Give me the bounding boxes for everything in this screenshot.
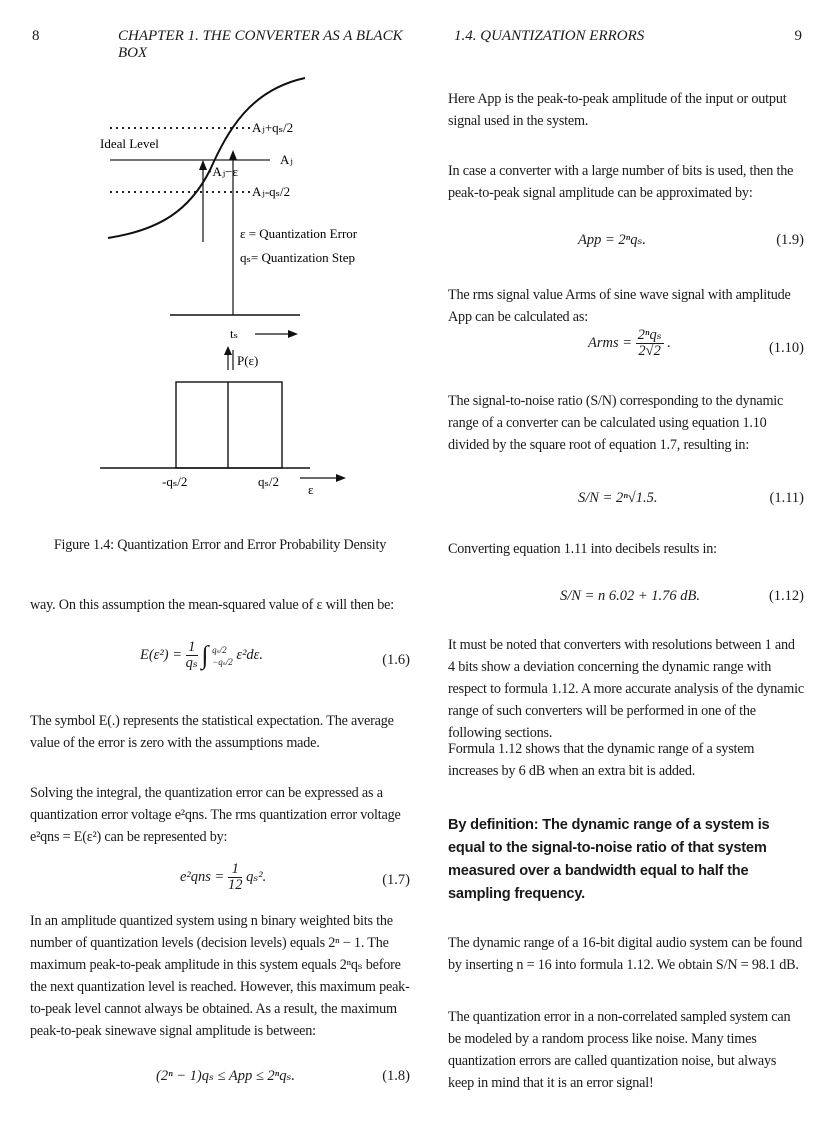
pdf-rectangle bbox=[176, 382, 282, 468]
label-aj: Aⱼ bbox=[280, 152, 293, 167]
para-symbol-block bbox=[30, 710, 410, 754]
eq16-num: 1 bbox=[186, 640, 198, 656]
eq110-tail: . bbox=[667, 334, 671, 351]
eq112-text: S/N = n 6.02 + 1.76 dB. bbox=[560, 588, 701, 604]
legend-qs: qₛ= Quantization Step bbox=[240, 250, 355, 265]
para-16bit-block bbox=[448, 932, 804, 976]
equation-1-12 bbox=[448, 584, 804, 614]
legend-eps: ε = Quantization Error bbox=[240, 226, 358, 241]
para-amplitude: In an amplitude quantized system using n binary weighted bits the number of quantization levels (decision levels) equals 2ⁿ − 1. The maximum peak-to-peak amplitude in this system equals 2ⁿqₛ before the next quantization level is reached. However, this maximum peak-to-peak level cannot always be obtained. As a result, the maximum peak-to-peak sinewave signal amplitude is between: bbox=[30, 913, 410, 1039]
equation-1-8 bbox=[30, 1064, 410, 1094]
eq16-number: (1.6) bbox=[382, 652, 410, 668]
pdf-arrow-head bbox=[224, 346, 232, 355]
right-page-number: 9 bbox=[794, 28, 802, 44]
equation-1-6 bbox=[30, 630, 410, 684]
eq112-number: (1.12) bbox=[768, 588, 804, 604]
eq110-num: 2ⁿqₛ bbox=[637, 327, 662, 343]
para-rms-block bbox=[448, 284, 804, 328]
eq19-text: App = 2ⁿqₛ. bbox=[578, 232, 646, 248]
para-rms: The rms signal value Arms of sine wave signal with amplitude App can be calculated as: bbox=[448, 287, 791, 325]
pdf-label: P(ε) bbox=[237, 353, 259, 368]
eq111-text: S/N = 2ⁿ√1.5. bbox=[578, 490, 658, 506]
eq110-number: (1.10) bbox=[768, 340, 804, 356]
left-page-number: 8 bbox=[32, 28, 40, 44]
para-noted-block bbox=[448, 634, 804, 744]
right-page bbox=[448, 0, 804, 1123]
equation-1-10 bbox=[448, 326, 804, 372]
equation-1-11 bbox=[448, 486, 804, 516]
para-noted: It must be noted that converters with resolutions between 1 and 4 bits show a deviation concerning the dynamic range with respect to formula 1.12. A more accurate analysis of the dynamic range of such converters will be performed in one of the following sections. bbox=[448, 637, 804, 741]
figure-caption-block bbox=[30, 534, 410, 556]
eq17-den: 12 bbox=[227, 877, 243, 893]
time-label: tₛ bbox=[230, 326, 238, 341]
para-symbol: The symbol E(.) represents the statistical expectation. The average value of the error is zero with the assumptions made. bbox=[30, 713, 394, 751]
equation-1-7 bbox=[30, 858, 410, 902]
arrow-head-center bbox=[229, 150, 237, 160]
equation-1-9 bbox=[448, 228, 804, 258]
figure-caption: Figure 1.4: Quantization Error and Error Probability Density bbox=[53, 537, 387, 553]
definition-block bbox=[448, 814, 804, 906]
para-formula-block bbox=[448, 738, 804, 782]
para-way-block bbox=[30, 594, 410, 616]
eq17-lhs: e²qns = bbox=[180, 868, 225, 885]
eq18-text: (2ⁿ − 1)qₛ ≤ App ≤ 2ⁿqₛ. bbox=[156, 1068, 295, 1084]
eq17-number: (1.7) bbox=[382, 872, 410, 888]
eq16-lhs: E(ε²) = bbox=[140, 646, 182, 663]
eq110-den: 2√2 bbox=[638, 343, 661, 359]
axis-eps: ε bbox=[308, 482, 314, 497]
eq17-num: 1 bbox=[228, 862, 243, 878]
eq16-den: qₛ bbox=[185, 655, 198, 671]
para-case-block bbox=[448, 160, 804, 204]
eq19-number: (1.9) bbox=[776, 232, 804, 248]
para-sn: The signal-to-noise ratio (S/N) corresponding to the dynamic range of a converter can be calculated using equation 1.10 divided by the square root of equation 1.7, resulting in: bbox=[448, 393, 784, 453]
eq16-integrand: ε²dε. bbox=[236, 646, 264, 663]
para-solving: Solving the integral, the quantization error can be expressed as a quantization error voltage e²qns. The rms quantization error voltage e²qns = E(ε²) can be represented by: bbox=[30, 785, 401, 845]
time-arrow-head bbox=[288, 330, 298, 338]
label-aj-eps: ·Aⱼ−ε bbox=[208, 164, 238, 179]
tick-neg: -qₛ/2 bbox=[162, 474, 188, 489]
arrow-head-left bbox=[199, 160, 207, 170]
para-amplitude-block bbox=[30, 910, 410, 1042]
para-convert-block bbox=[448, 538, 804, 560]
para-16bit: The dynamic range of a 16-bit digital audio system can be found by inserting n = 16 into formula 1.12. We obtain S/N = 98.1 dB. bbox=[448, 935, 803, 973]
eq111-number: (1.11) bbox=[769, 490, 804, 506]
eq110-lhs: Arms = bbox=[588, 334, 633, 351]
right-running-head: 1.4. QUANTIZATION ERRORS bbox=[454, 28, 645, 44]
para-here-block bbox=[448, 88, 804, 132]
para-formula: Formula 1.12 shows that the dynamic range of a system increases by 6 dB when an extra bit is added. bbox=[448, 741, 755, 779]
eq16-upper: qₛ/2 bbox=[212, 644, 227, 655]
ideal-level-label: Ideal Level bbox=[100, 136, 159, 151]
para-noise: The quantization error in a non-correlated sampled system can be modeled by a random process like noise. Many times quantization errors are called quantization noise, but always keep in mind that it is an error signal! bbox=[448, 1009, 791, 1091]
tick-pos: qₛ/2 bbox=[258, 474, 279, 489]
left-running-head: CHAPTER 1. THE CONVERTER AS A BLACK BOX bbox=[118, 28, 403, 61]
label-aj-plus: Aⱼ+qₛ/2 bbox=[252, 120, 294, 135]
para-case: In case a converter with a large number of bits is used, then the peak-to-peak signal amplitude can be approximated by: bbox=[448, 163, 794, 201]
transfer-curve bbox=[108, 78, 305, 238]
para-definition: By definition: The dynamic range of a system is equal to the signal-to-noise ratio of that system measured over a bandwidth equal to half the sampling frequency. bbox=[448, 817, 770, 902]
eps-arrow-head bbox=[336, 474, 346, 482]
para-sn-block bbox=[448, 390, 804, 456]
para-solving-block bbox=[30, 782, 410, 848]
para-convert: Converting equation 1.11 into decibels results in: bbox=[448, 541, 717, 557]
eq17-rhs: qₛ². bbox=[246, 868, 267, 885]
quantization-figure bbox=[100, 70, 400, 500]
eq16-lower: −qₛ/2 bbox=[212, 656, 233, 667]
label-aj-minus: Aⱼ-qₛ/2 bbox=[252, 184, 291, 199]
para-noise-block bbox=[448, 1006, 804, 1094]
left-page bbox=[30, 0, 410, 1123]
eq18-number: (1.8) bbox=[382, 1068, 410, 1084]
para-here: Here App is the peak-to-peak amplitude of the input or output signal used in the system. bbox=[448, 91, 787, 129]
para-way: way. On this assumption the mean-squared value of ε will then be: bbox=[30, 597, 394, 613]
eq16-integral: ∫ bbox=[201, 640, 209, 670]
